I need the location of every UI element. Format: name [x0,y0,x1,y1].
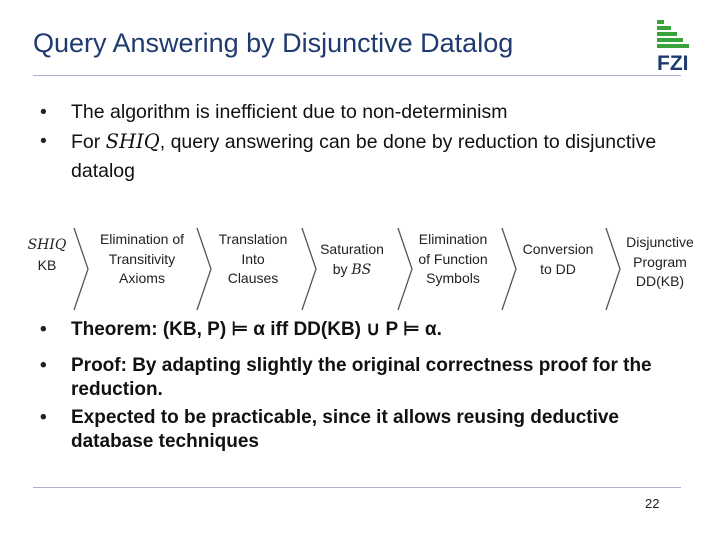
bullet-item: • Proof: By adapting slightly the original correctness proof for the reduction. [40,354,690,402]
logo-text: FZI [657,52,689,75]
pipeline-step-elimination-function-symbols: Elimination of Function Symbols [418,231,488,286]
top-bullet-list [40,98,690,186]
pipeline-step-translation: Translation Into Clauses [218,231,288,286]
page-number: 22 [645,496,660,511]
bs-symbol: BS [351,261,372,278]
footer-divider [33,487,681,488]
bullet-item: • The algorithm is inefficient due to non-determinism [40,98,690,127]
title-divider [33,75,681,76]
bullet-item: • For SHIQ, query answering can be done by reduction to disjunctive datalog [40,127,690,186]
slide-title: Query Answering by Disjunctive Datalog [33,28,514,58]
shiq-symbol: SHIQ [105,130,160,153]
pipeline-step-saturation: Saturation by BS [320,241,384,278]
bullet-item: • Expected to be practicable, since it allows reusing deductive database techniques [40,406,690,454]
pipeline-step-elimination-transitivity: Elimination of Transitivity Axioms [99,231,185,286]
pipeline-output: Disjunctive Program DD(KB) [626,234,694,289]
bottom-bullet-list [40,318,690,466]
pipeline-step-conversion: Conversion to DD [522,241,594,277]
pipeline-input: SHIQ KB [27,237,67,273]
bullet-item: • Theorem: (KB, P) ⊨ α iff DD(KB) ∪ P ⊨ α. [40,318,690,342]
